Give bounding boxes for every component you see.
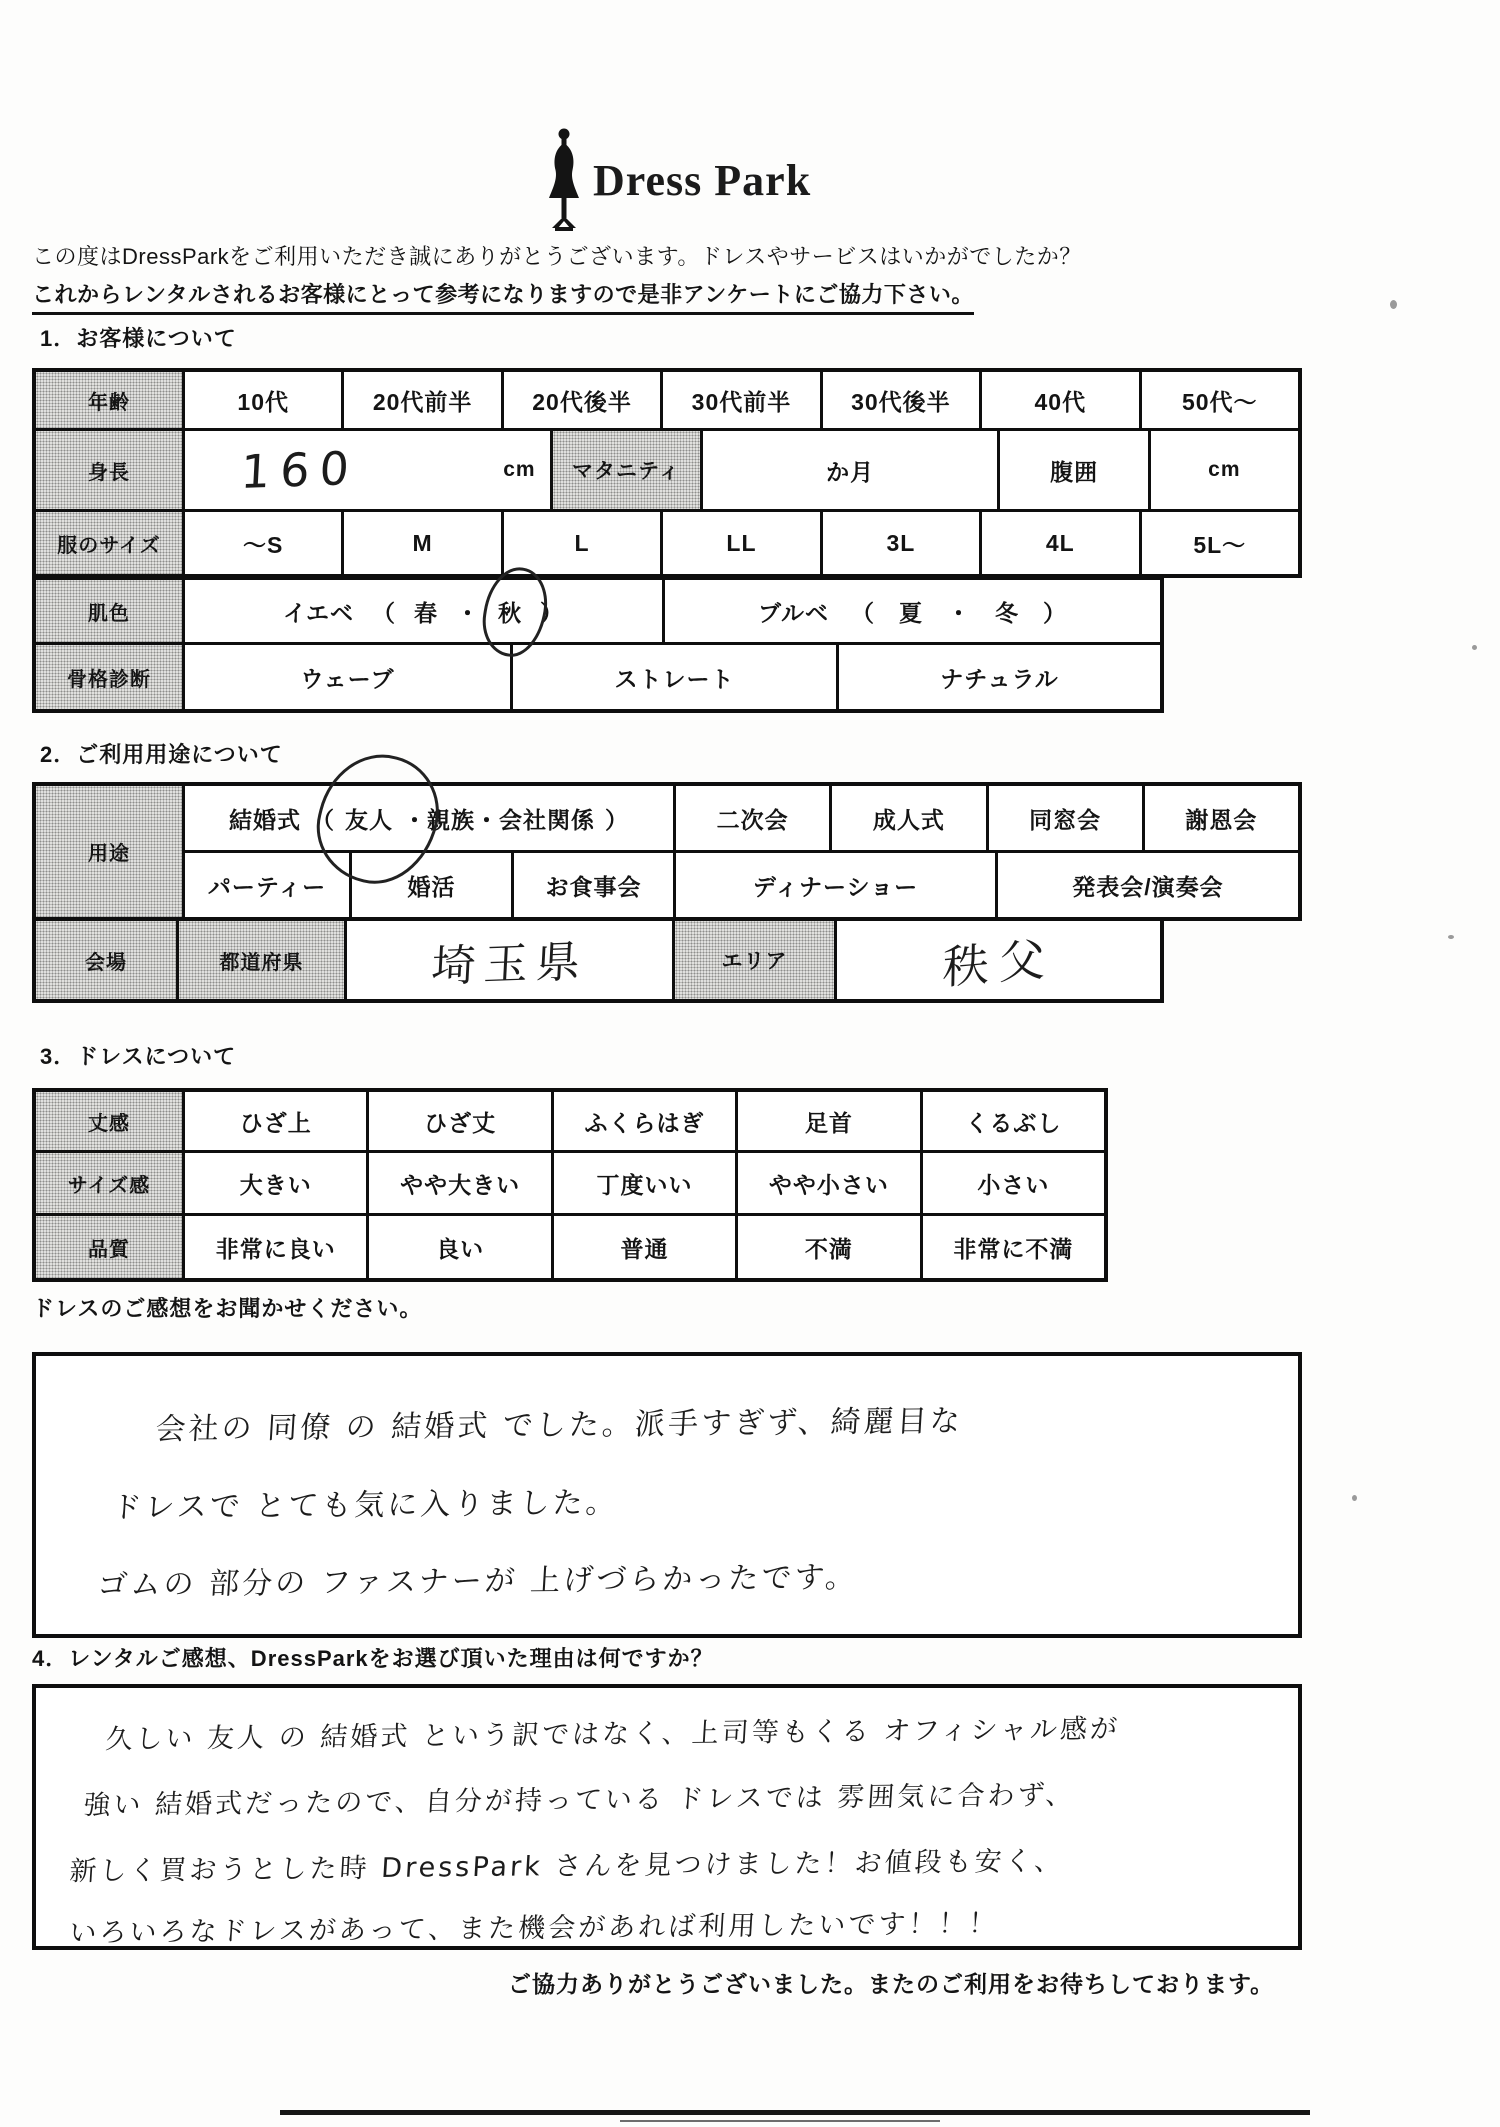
handwritten-line: 強い 結婚式だったので、自分が持っている ドレスでは 雰囲気に合わず、 — [82, 1779, 1077, 1822]
skin-blue-cell — [662, 580, 1160, 642]
dress-feedback-prompt: ドレスのご感想をお聞かせください。 — [32, 1296, 423, 1321]
size-option: M — [341, 512, 500, 574]
age-option-selected: 20代後半 — [501, 372, 660, 428]
fit-row — [36, 1150, 1104, 1213]
length-option: くるぶし — [920, 1092, 1104, 1150]
size-label: 服のサイズ — [36, 512, 182, 574]
purpose-option: 謝恩会 — [1142, 786, 1298, 850]
brand-name: Dress Park — [593, 155, 812, 205]
age-option: 30代前半 — [660, 372, 819, 428]
scan-noise — [1352, 1495, 1357, 1501]
paren: （ — [372, 599, 397, 626]
quality-option: 良い — [366, 1216, 550, 1278]
frame-option-selected: ストレート — [510, 645, 836, 709]
size-option: 〜S — [182, 512, 341, 574]
wedding-rest: ・親族・会社関係 — [403, 806, 595, 833]
blue-options: （ 夏 ・ 冬 ） — [851, 599, 1068, 626]
dress-feedback-box — [32, 1352, 1302, 1638]
age-option: 30代後半 — [820, 372, 979, 428]
dress-form-icon — [545, 128, 583, 232]
wedding-friend-selected: 友人 — [345, 802, 393, 835]
purpose-option: ディナーショー — [673, 853, 995, 917]
purpose-row-2 — [185, 850, 1298, 917]
skin-row — [36, 580, 1160, 642]
size-row — [36, 509, 1298, 574]
purpose-label: 用途 — [36, 786, 182, 917]
handwritten-line: 会社の 同僚 の 結婚式 でした。派手すぎず、綺麗目な — [154, 1403, 964, 1448]
size-option: 5L〜 — [1139, 512, 1298, 574]
quality-row — [36, 1213, 1104, 1278]
paren: ） — [605, 806, 629, 833]
area-label: エリア — [672, 921, 834, 999]
purpose-option: 同窓会 — [986, 786, 1142, 850]
prefecture-label: 都道府県 — [176, 921, 344, 999]
section2-title: 2．ご利用用途について — [40, 742, 283, 767]
age-row — [36, 372, 1298, 428]
section4-title: 4．レンタルご感想、DressParkをお選び頂いた理由は何ですか？ — [32, 1646, 714, 1671]
handwritten-line: ゴムの 部分の ファスナーが 上げづらかったです。 — [96, 1560, 860, 1603]
handwritten-line: ドレスで とても気に入りました。 — [110, 1485, 620, 1526]
purpose-option: 発表会/演奏会 — [995, 853, 1298, 917]
purpose-option: 婚活 — [349, 853, 511, 917]
yellow-base-label: イエベ — [282, 599, 355, 626]
frame-option: ウェーブ — [182, 645, 510, 709]
area-handwritten-value: 秩父 — [834, 921, 1160, 999]
scan-artifact-line — [620, 2120, 940, 2122]
skin-option-spring: 春 — [414, 599, 439, 626]
section1-title: 1．お客様について — [40, 326, 237, 351]
wedding-prefix: 結婚式 — [229, 806, 301, 833]
purpose-option: 二次会 — [673, 786, 829, 850]
purpose-wedding-cell — [185, 786, 673, 850]
skin-yellow-cell — [182, 580, 662, 642]
scan-artifact-line — [280, 2110, 1310, 2115]
venue-label: 会場 — [36, 921, 176, 999]
purpose-option: パーティー — [207, 873, 327, 900]
fit-option-selected: 丁度いい — [551, 1153, 735, 1213]
age-option: 20代前半 — [341, 372, 500, 428]
quality-option-selected: 非常に良い — [182, 1216, 366, 1278]
usage-table — [32, 782, 1302, 921]
length-row — [36, 1092, 1104, 1150]
handwritten-line: 久しい 友人 の 結婚式 という訳ではなく、上司等もくる オフィシャル感が — [104, 1713, 1121, 1756]
rental-feedback-box — [32, 1684, 1302, 1950]
dress-rating-table — [32, 1088, 1108, 1282]
purpose-options — [182, 786, 1298, 917]
age-option: 40代 — [979, 372, 1138, 428]
scan-noise — [1472, 645, 1477, 650]
blue-base-label: ブルベ — [757, 599, 830, 626]
skin-label: 肌色 — [36, 580, 182, 642]
age-label: 年齢 — [36, 372, 182, 428]
height-row — [36, 428, 1298, 509]
frame-option: ナチュラル — [836, 645, 1160, 709]
size-option-selected: L — [501, 512, 660, 574]
age-option: 50代〜 — [1139, 372, 1298, 428]
frame-label: 骨格診断 — [36, 645, 182, 709]
usage-rows — [36, 786, 1298, 917]
fit-option: やや大きい — [366, 1153, 550, 1213]
quality-option: 非常に不満 — [920, 1216, 1104, 1278]
handwritten-line: 新しく買おうとした時 DressPark さんを見つけました！お値段も安く、 — [68, 1845, 1066, 1888]
customer-info-table-upper — [32, 368, 1302, 578]
customer-info-table-lower — [32, 576, 1164, 713]
purpose-row-1 — [185, 786, 1298, 850]
length-option-selected: 足首 — [735, 1092, 919, 1150]
scan-noise — [1390, 300, 1397, 309]
fit-label: サイズ感 — [36, 1153, 182, 1213]
size-option: 3L — [820, 512, 979, 574]
paren: （ — [311, 806, 335, 833]
fit-option: 大きい — [182, 1153, 366, 1213]
length-option: ひざ上 — [182, 1092, 366, 1150]
quality-option: 普通 — [551, 1216, 735, 1278]
height-value-cell — [182, 431, 550, 509]
waist-label-cell: 腹囲 — [997, 431, 1147, 509]
height-unit: cm — [503, 458, 536, 481]
intro-request-underlined: これからレンタルされるお客様にとって参考になりますので是非アンケートにご協力下さい。 — [32, 278, 974, 315]
maternity-cell: マタニティ — [550, 431, 700, 509]
purpose-option: 成人式 — [829, 786, 985, 850]
waist-unit-cell: cm — [1148, 431, 1298, 509]
length-label: 丈感 — [36, 1092, 182, 1150]
fit-option: やや小さい — [735, 1153, 919, 1213]
maternity-months-cell: か月 — [700, 431, 998, 509]
size-option: LL — [660, 512, 819, 574]
paren: ） — [540, 599, 565, 626]
age-option: 10代 — [182, 372, 341, 428]
skin-option-autumn-selected: 秋 — [498, 595, 522, 628]
length-option: ひざ丈 — [366, 1092, 550, 1150]
fit-option: 小さい — [920, 1153, 1104, 1213]
handwritten-line: いろいろなドレスがあって、また機会があれば利用したいです！！！ — [68, 1908, 1000, 1949]
prefecture-handwritten-value: 埼玉県 — [344, 921, 672, 999]
section3-title: 3．ドレスについて — [40, 1044, 237, 1069]
brand-logo — [545, 128, 811, 232]
length-option: ふくらはぎ — [551, 1092, 735, 1150]
venue-table — [32, 917, 1164, 1003]
quality-option: 不満 — [735, 1216, 919, 1278]
quality-label: 品質 — [36, 1216, 182, 1278]
height-label: 身長 — [36, 431, 182, 509]
venue-row — [36, 921, 1160, 999]
height-handwritten-value: 160 — [239, 440, 361, 500]
frame-row — [36, 642, 1160, 709]
footer-thanks: ご協力ありがとうございました。またのご利用をお待ちしております。 — [508, 1971, 1275, 1997]
separator-dot: ・ — [456, 599, 481, 626]
size-option: 4L — [979, 512, 1138, 574]
intro-greeting: この度はDressParkをご利用いただき誠にありがとうございます。ドレスやサービスはいかがでしたか？ — [32, 244, 1082, 269]
scan-noise — [1448, 935, 1454, 939]
purpose-option: お食事会 — [511, 853, 673, 917]
